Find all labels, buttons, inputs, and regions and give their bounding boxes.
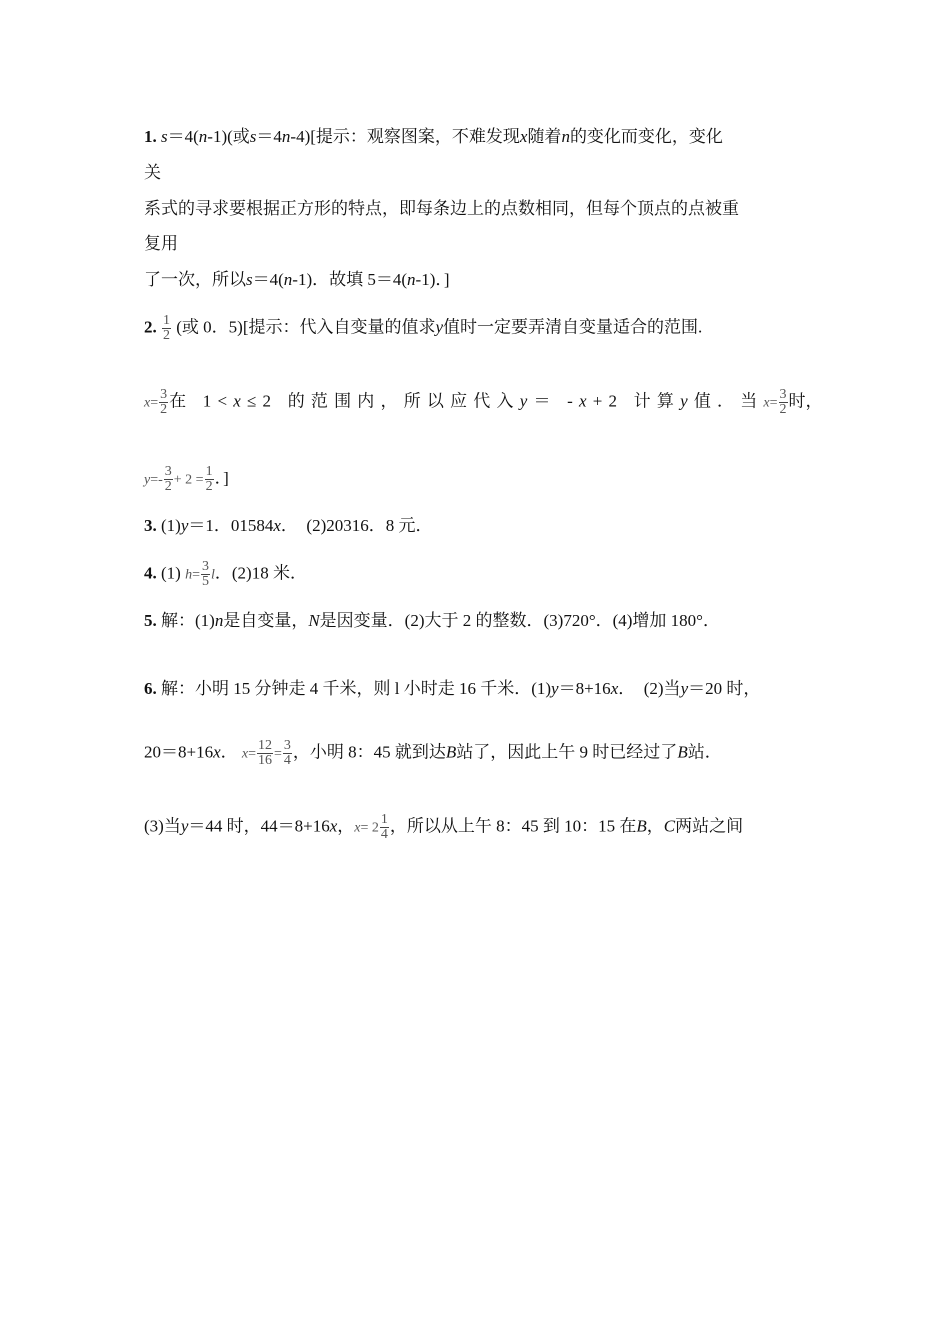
q6-text: (3)当	[144, 816, 181, 836]
q1-text: -1)(或	[207, 127, 250, 146]
q6-text: 解：小明 15 分钟走 4 千米，则 l 小时走 16 千米．(1)	[161, 679, 552, 698]
q4-var: l	[210, 567, 215, 583]
q6-eq: =	[248, 746, 257, 762]
q3-var: x	[273, 516, 281, 535]
q1-var: n	[281, 127, 291, 146]
q6-var: y	[680, 679, 689, 698]
q2-eq: + 2 =	[173, 472, 204, 488]
q5-var: n	[214, 611, 224, 630]
q5-number: 5.	[144, 611, 157, 630]
q1-var: x	[519, 127, 528, 146]
q1-text: 了一次，所以	[144, 270, 246, 289]
q1-text: -4)[提示：观察图案，不难发现	[290, 127, 520, 146]
q4-text: (1)	[161, 563, 181, 583]
q6-text: ＝8+16	[558, 679, 611, 698]
q6-number: 6.	[144, 679, 157, 698]
q2-text: 时，	[788, 391, 823, 411]
q6-text: ，	[337, 816, 355, 836]
q3-line	[144, 515, 433, 537]
fraction: $\frac{1}{4}$	[380, 812, 388, 842]
q6-text: 20＝8+16	[144, 742, 214, 762]
q6-text: ． (2)当	[618, 679, 681, 698]
q1-text: ＝4(	[252, 270, 284, 289]
q4-number: 4.	[144, 563, 157, 583]
q6-text: 站了，因此上午 9 时已经过了	[456, 742, 678, 762]
q6-var: B	[677, 742, 688, 762]
q1-text: 的变化而变化，变化	[569, 127, 723, 146]
q2-text: 在 1<x≤2 的范围内，所以应代入y＝ -x+2 计算y值．当	[169, 391, 764, 411]
fraction: $\frac{1}{2}$	[205, 464, 213, 494]
q5-text: 是因变量．(2)大于 2 的整数．(3)720°．(4)增加 180°．	[319, 611, 720, 630]
q6-var: C	[663, 816, 676, 836]
q6-eq: =	[274, 746, 282, 762]
q6-text: ，小明 8：45 就到达	[292, 742, 446, 762]
q1-line2: 关	[144, 163, 161, 182]
q6-text: ，	[646, 816, 664, 836]
q5-line	[144, 610, 720, 632]
q1-text: ＝4	[256, 127, 282, 146]
q1-var: s	[161, 127, 168, 146]
q6-text: ．	[220, 742, 238, 762]
q2-var: y	[144, 472, 151, 488]
fraction: $\frac{3}{2}$	[160, 387, 168, 417]
q1-number: 1.	[144, 127, 157, 146]
q5-var: N	[308, 611, 320, 630]
q3-number: 3.	[144, 516, 157, 535]
q2-line1	[144, 314, 702, 343]
fraction: $\frac{3}{2}$	[164, 464, 172, 494]
q3-text: (1)	[161, 516, 181, 535]
q2-eq: =	[769, 395, 778, 411]
q2-text: 值时一定要弄清自变量适合的范围.	[443, 317, 703, 337]
q1-text: ＝4(	[167, 127, 199, 146]
q5-text: 是自变量，	[223, 611, 309, 630]
fraction: $\frac{1}{2}$	[163, 313, 170, 343]
q3-text: ． (2)20316．8 元．	[280, 516, 433, 535]
fraction: $\frac{3}{5}$	[201, 559, 209, 589]
q1-var: s	[246, 270, 253, 289]
q1-line1	[144, 126, 723, 148]
q1-line3: 系式的寻求要根据正方形的特点，即每条边上的点数相同，但每个顶点的点被重	[144, 199, 739, 218]
q6-var: x	[610, 679, 619, 698]
q6-var: B	[445, 742, 457, 762]
q1-text: -1)．]	[415, 270, 450, 289]
q3-var: y	[180, 516, 189, 535]
q4-eq: =	[192, 567, 200, 583]
q6-var: x	[329, 816, 338, 836]
q1-var: n	[283, 270, 293, 289]
fraction: $\frac{12}{16}$	[258, 738, 273, 768]
q6-eq: = 2	[360, 820, 379, 836]
fraction: $\frac{3}{4}$	[283, 738, 291, 768]
q2-var: y	[435, 317, 444, 337]
q4-line	[144, 560, 307, 589]
q1-line5	[144, 269, 450, 291]
q6-var: x	[241, 746, 249, 762]
q1-var: n	[407, 270, 416, 289]
q1-var: s	[249, 127, 257, 146]
q2-eq: =	[150, 395, 159, 411]
q6-text: ＝20 时，	[688, 679, 761, 698]
q6-text: 两站之间	[675, 816, 744, 836]
q6-line3	[144, 813, 743, 842]
q2-line2	[144, 388, 823, 417]
q2-number: 2.	[144, 317, 157, 337]
q1-text: 随着	[527, 127, 562, 146]
q2-eq: =-	[150, 472, 163, 488]
q2-var: x	[144, 395, 151, 411]
q6-var: B	[636, 816, 647, 836]
fraction: $\frac{3}{2}$	[779, 387, 787, 417]
q1-text: -1)．故填 5＝4(	[292, 270, 408, 289]
q5-text: 解：(1)	[161, 611, 215, 630]
q6-var: y	[551, 679, 559, 698]
q6-text: ＝44 时，44＝8+16	[188, 816, 330, 836]
q2-line3	[144, 465, 229, 494]
q4-var: h	[185, 567, 193, 583]
q3-text: ＝1．01584	[188, 516, 274, 535]
q1-line4: 复用	[144, 234, 178, 253]
q6-text: 站．	[687, 742, 722, 762]
q2-text: (或 0．5)[提示：代入自变量的值求	[176, 317, 436, 337]
q2-text: ．]	[214, 468, 229, 488]
q6-var: y	[180, 816, 189, 836]
q6-line2	[144, 739, 722, 768]
q6-line1	[144, 678, 760, 700]
q6-var: x	[354, 820, 361, 836]
q6-text: ，所以从上午 8：45 到 10：15 在	[389, 816, 637, 836]
q6-var: x	[213, 742, 221, 762]
q1-var: n	[198, 127, 208, 146]
q1-var: n	[561, 127, 570, 146]
q2-var: x	[763, 395, 770, 411]
q4-text: ．(2)18 米．	[214, 563, 307, 583]
